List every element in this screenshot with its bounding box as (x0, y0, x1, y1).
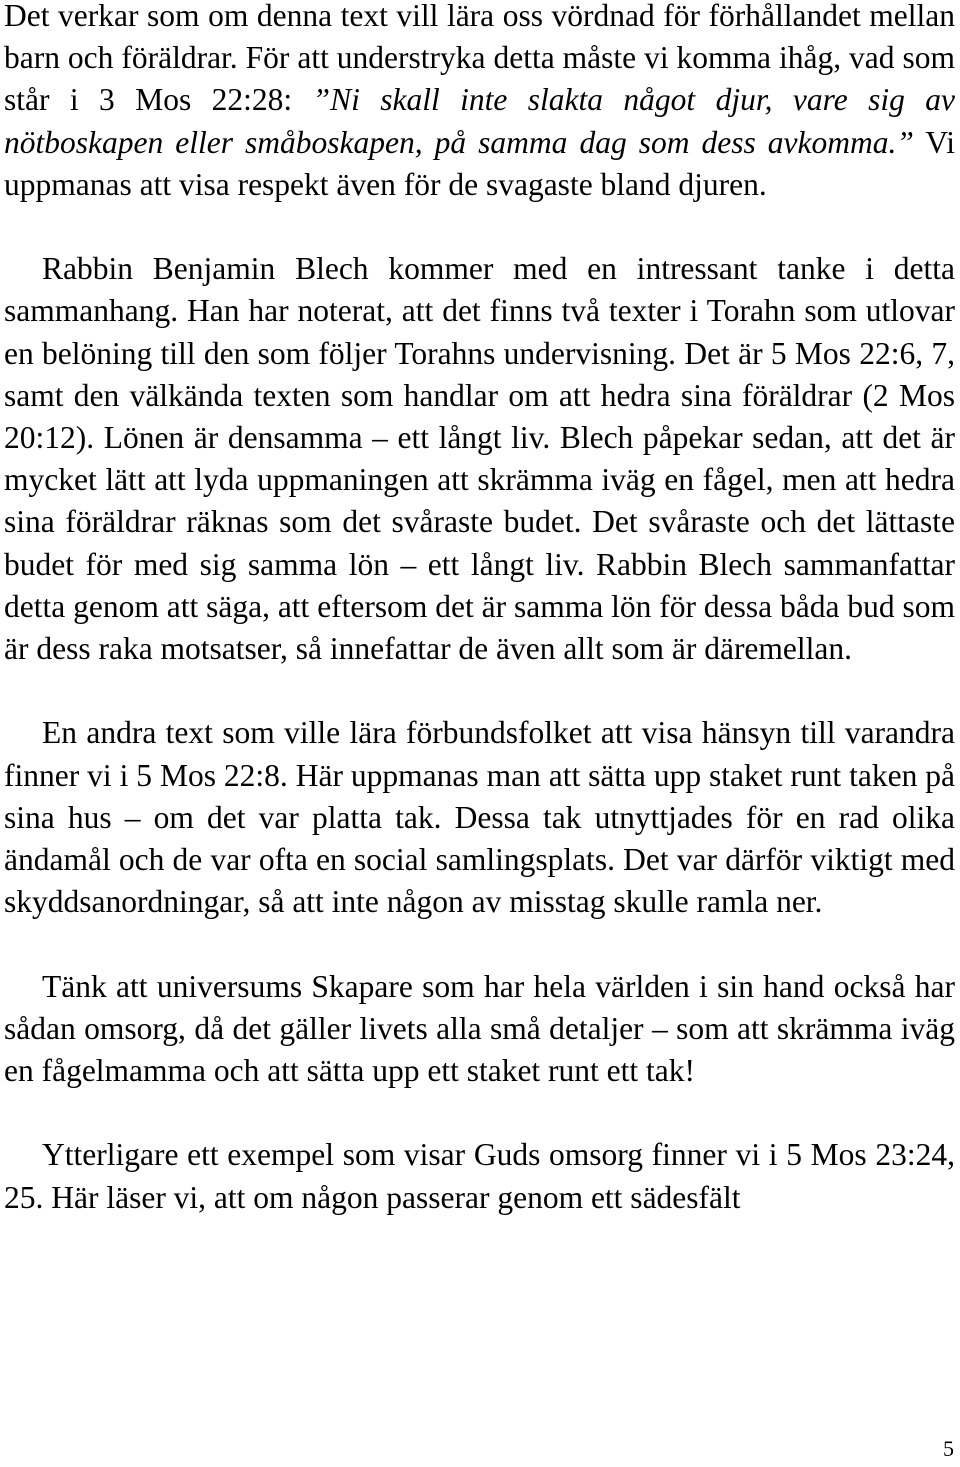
paragraph-reverence (4, 0, 955, 206)
paragraph-roof-fence: En andra text som ville lära förbundsfolket att visa hänsyn till varandra finner vi i 5 Mos 22:8. Här uppmanas man att sätta upp staket runt taken på sina hus – om det var platta tak. Dessa tak utnyttjades för en rad olika ändamål och de var ofta en social samlingsplats. Det var därför viktigt med skyddsanordningar, så att inte någon av misstag skulle ramla ner. (4, 715, 955, 920)
paragraph-creator-care: Tänk att universums Skapare som har hela världen i sin hand också har sådan omsorg, då det gäller livets alla små detaljer – som att skrämma iväg en fågelmamma och att sätta upp ett staket runt ett tak! (4, 968, 955, 1089)
page-number: 5 (943, 1436, 954, 1461)
scripture-quote: ”Ni skall inte slakta något djur, vare sig av nötboskapen eller småboskapen, på samma dag som dess avkomma.” (4, 82, 955, 160)
paragraph-1-intro: Det verkar som om denna text vill lära oss vördnad för förhållandet mellan barn och föräldrar. För att understryka detta måste vi komma ihåg, vad som står i 3 Mos 22:28: (4, 0, 955, 118)
document-body (4, 0, 955, 1219)
paragraph-1-conclusion: Vi uppmanas att visa respekt även för de svagaste bland djuren. (4, 124, 955, 202)
paragraph-grain-field: Ytterligare ett exempel som visar Guds omsorg finner vi i 5 Mos 23:24, 25. Här läser vi, att om någon passerar genom ett sädesfält (4, 1137, 955, 1215)
paragraph-rabbi-blech: Rabbin Benjamin Blech kommer med en intressant tanke i detta sammanhang. Han har noterat, att det finns två texter i Torahn som utlovar en belöning till den som följer Torahns undervisning. Det är 5 Mos 22:6, 7, samt den välkända texten som handlar om att hedra sina föräldrar (2 Mos 20:12). Lönen är densamma – ett långt liv. Blech påpekar sedan, att det är mycket lätt att lyda uppmaningen att skrämma iväg en fågel, men att hedra sina föräldrar räknas som det svåraste budet. Det svåraste och det lättaste budet för med sig samma lön – ett långt liv. Rabbin Blech sammanfattar detta genom att säga, att eftersom det är samma lön för dessa båda bud som är dess raka motsatser, så innefattar de även allt som är däremellan. (4, 251, 955, 667)
